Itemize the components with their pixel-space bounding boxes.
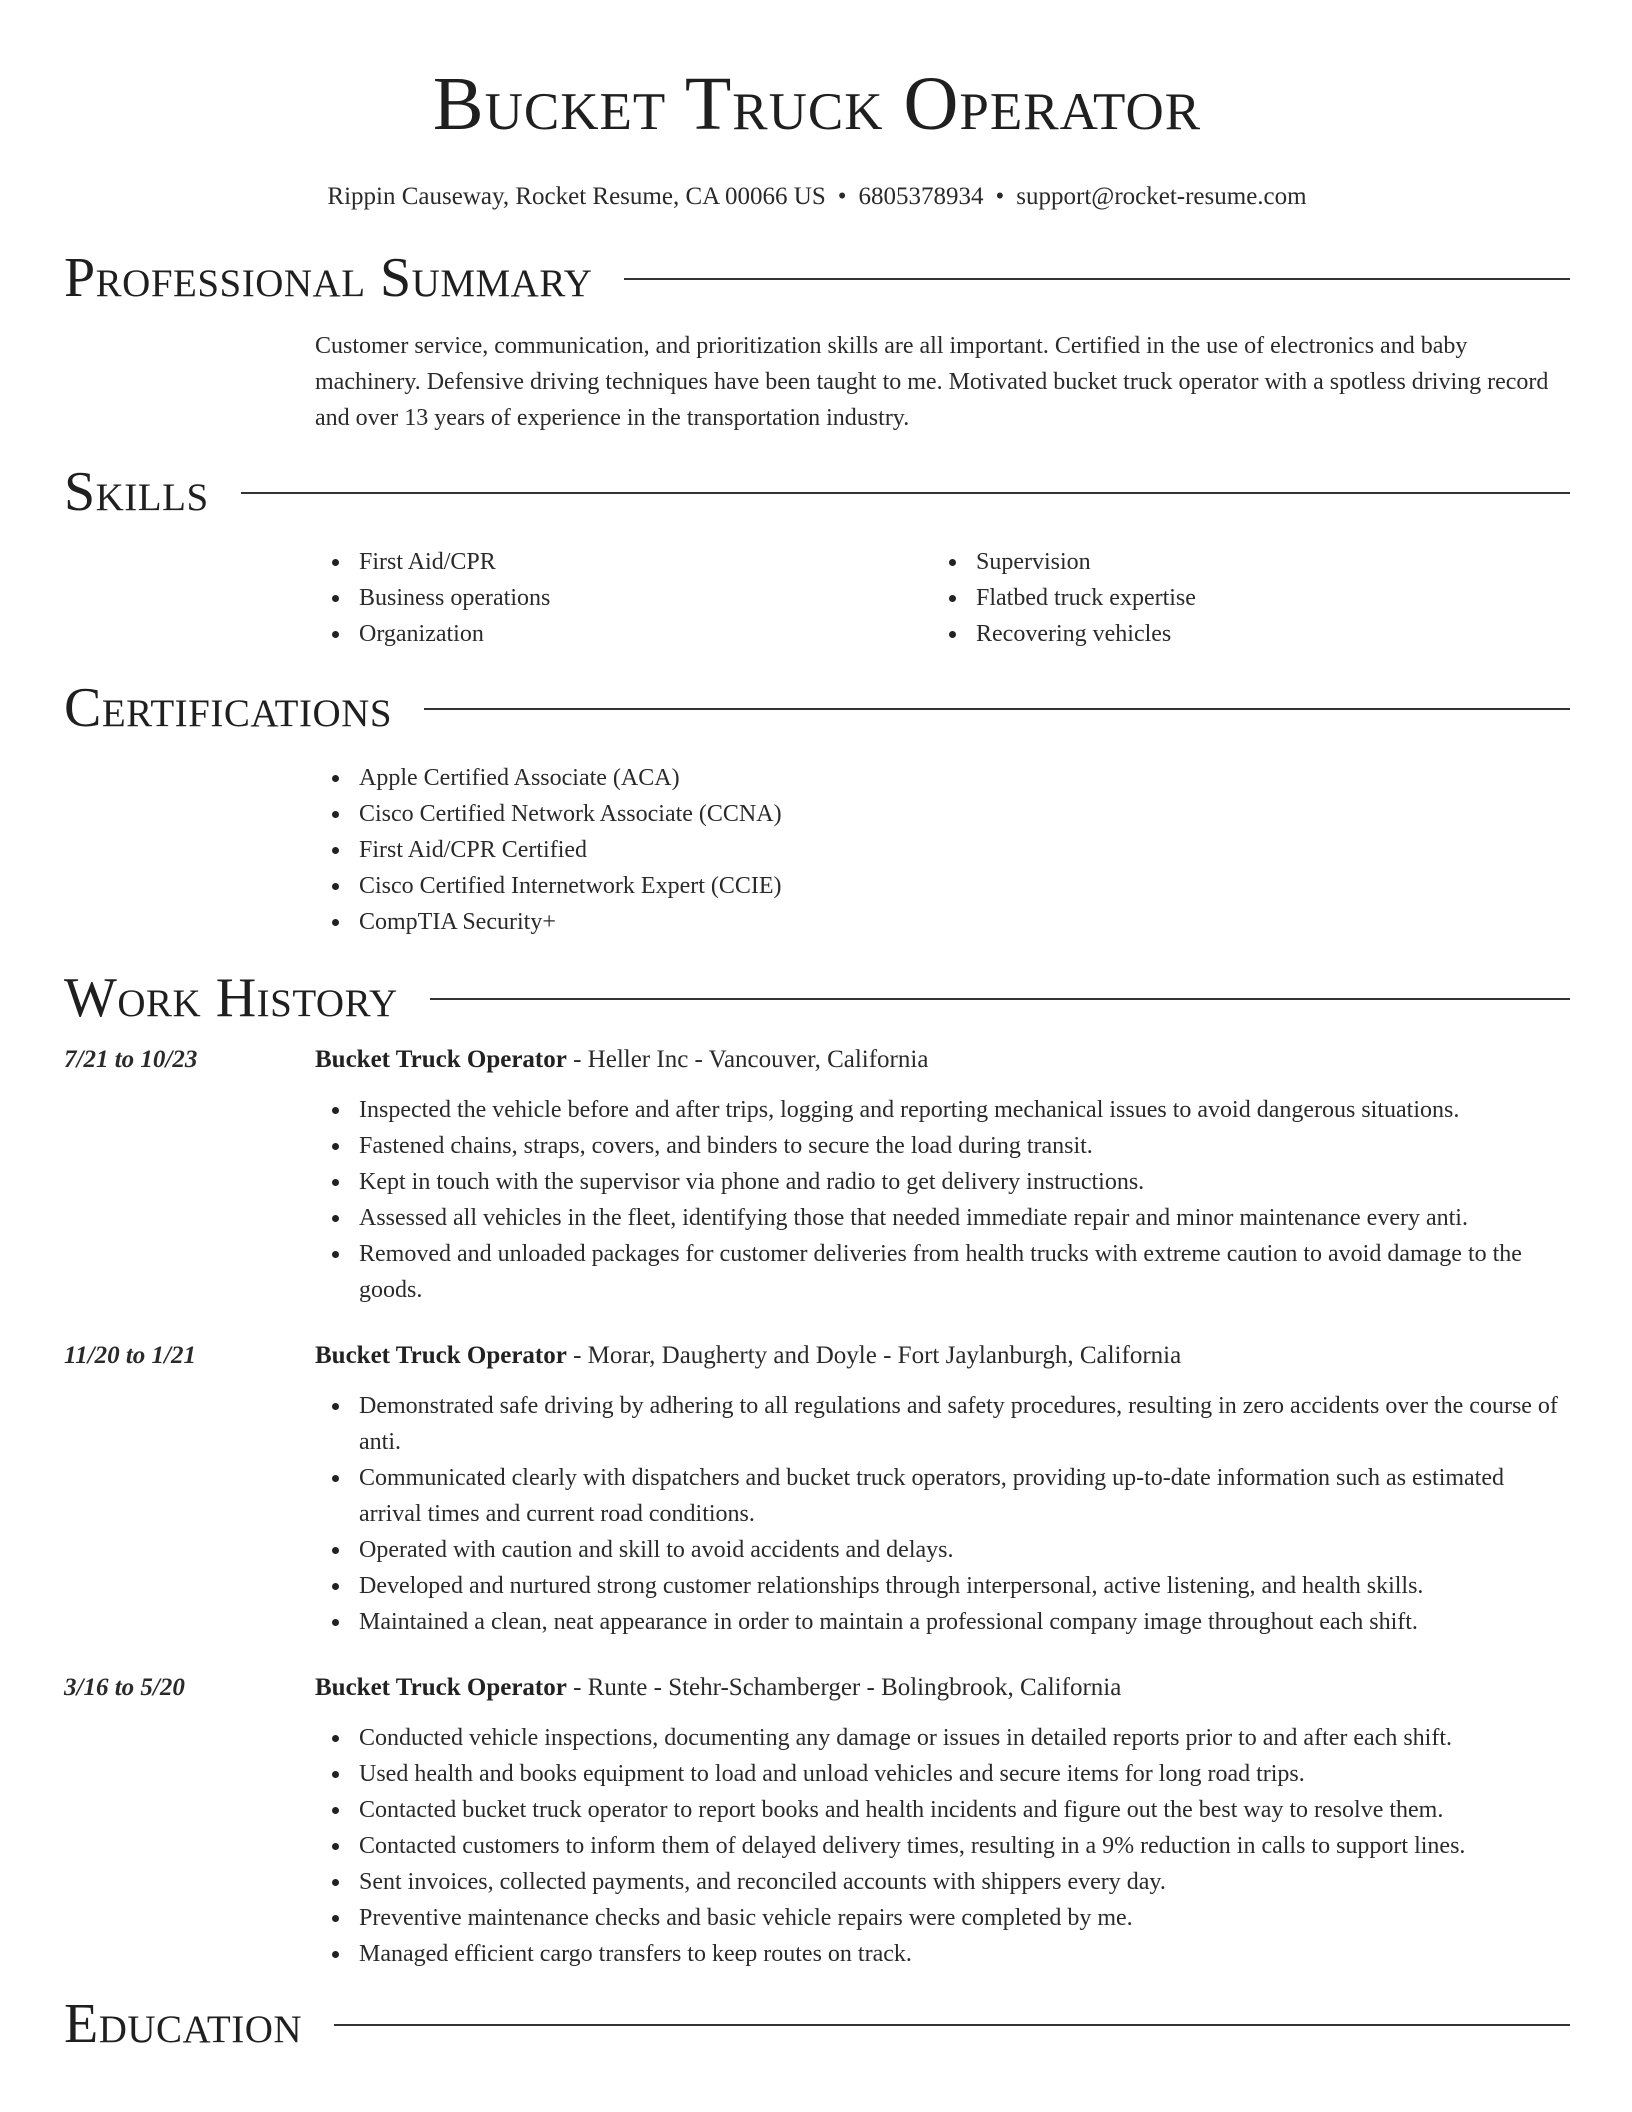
section-divider (624, 278, 1570, 280)
job-bullet: Developed and nurtured strong customer relationships through interpersonal, active listening, and health skills. (315, 1568, 1570, 1604)
job-bullet: Inspected the vehicle before and after trips, logging and reporting mechanical issues to avoid dangerous situations. (315, 1092, 1570, 1128)
job-bullet: Fastened chains, straps, covers, and binders to secure the load during transit. (315, 1128, 1570, 1164)
section-divider (334, 2024, 1570, 2026)
certification-item: CompTIA Security+ (315, 904, 1570, 940)
summary-heading: Professional Summary (64, 247, 593, 309)
education-section-header (64, 1994, 1570, 2054)
contact-line (64, 182, 1570, 212)
job-bullet: Conducted vehicle inspections, documenting any damage or issues in detailed reports prior to and after each shift. (315, 1720, 1570, 1756)
job-header (64, 1672, 1570, 1704)
certification-item: Cisco Certified Network Associate (CCNA) (315, 796, 1570, 832)
candidate-name: Bucket Truck Operator (432, 62, 1202, 146)
job-bullet: Operated with caution and skill to avoid accidents and delays. (315, 1532, 1570, 1568)
job-bullet: Contacted customers to inform them of delayed delivery times, resulting in a 9% reduction in calls to support lines. (315, 1828, 1570, 1864)
job-bullets (315, 1720, 1570, 1972)
job-bullet: Used health and books equipment to load and unload vehicles and secure items for long road trips. (315, 1756, 1570, 1792)
summary-section-header (64, 248, 1570, 308)
skills-column-left (315, 544, 932, 652)
section-divider (424, 708, 1570, 710)
skill-item: Recovering vehicles (932, 616, 1549, 652)
certification-item: Apple Certified Associate (ACA) (315, 760, 1570, 796)
job-bullets (315, 1388, 1570, 1640)
work-heading: Work History (64, 967, 398, 1029)
phone: 6805378934 (858, 183, 984, 210)
skills-section-header (64, 462, 1570, 522)
job-dates: 3/16 to 5/20 (64, 1674, 185, 1701)
job-bullet: Demonstrated safe driving by adhering to all regulations and safety procedures, resulting in zero accidents over the course of anti. (315, 1388, 1570, 1460)
job-bullet: Sent invoices, collected payments, and reconciled accounts with shippers every day. (315, 1864, 1570, 1900)
address: Rippin Causeway, Rocket Resume, CA 00066 US (327, 183, 826, 210)
skill-item: Flatbed truck expertise (932, 580, 1549, 616)
job-bullet: Communicated clearly with dispatchers and bucket truck operators, providing up-to-date information such as estimated arrival times and current road conditions. (315, 1460, 1570, 1532)
job-bullet: Kept in touch with the supervisor via phone and radio to get delivery instructions. (315, 1164, 1570, 1200)
education-heading: Education (64, 1993, 303, 2055)
skills-heading: Skills (64, 461, 209, 523)
job-title: Bucket Truck Operator (315, 1342, 567, 1369)
job-entry (64, 1340, 1570, 1640)
job-entry (64, 1044, 1570, 1308)
skill-item: Business operations (315, 580, 932, 616)
job-bullet: Contacted bucket truck operator to report books and health incidents and figure out the best way to resolve them. (315, 1792, 1570, 1828)
section-divider (241, 492, 1570, 494)
certification-item: Cisco Certified Internetwork Expert (CCIE) (315, 868, 1570, 904)
work-section-header (64, 968, 1570, 1028)
certifications-list (315, 760, 1570, 940)
certifications-section-header (64, 678, 1570, 738)
separator-dot: • (995, 183, 1005, 210)
job-bullet: Preventive maintenance checks and basic vehicle repairs were completed by me. (315, 1900, 1570, 1936)
job-dates: 7/21 to 10/23 (64, 1046, 198, 1073)
job-company: - Morar, Daugherty and Doyle - Fort Jaylanburgh, California (566, 1342, 1182, 1369)
job-bullets (315, 1092, 1570, 1308)
separator-dot: • (837, 183, 847, 210)
job-bullet: Assessed all vehicles in the fleet, identifying those that needed immediate repair and minor maintenance every anti. (315, 1200, 1570, 1236)
job-dates: 11/20 to 1/21 (64, 1342, 196, 1369)
job-header (64, 1044, 1570, 1076)
section-divider (430, 998, 1570, 1000)
job-bullet: Removed and unloaded packages for customer deliveries from health trucks with extreme caution to avoid damage to the goods. (315, 1236, 1570, 1308)
certifications-heading: Certifications (64, 677, 393, 739)
job-company: - Runte - Stehr-Schamberger - Bolingbrook, California (566, 1674, 1122, 1701)
email[interactable]: support@rocket-resume.com (1016, 183, 1307, 210)
skill-item: Supervision (932, 544, 1549, 580)
job-title: Bucket Truck Operator (315, 1046, 567, 1073)
skills-list (315, 544, 1570, 652)
certification-item: First Aid/CPR Certified (315, 832, 1570, 868)
job-bullet: Managed efficient cargo transfers to keep routes on track. (315, 1936, 1570, 1972)
summary-body (315, 328, 1570, 436)
job-entry (64, 1672, 1570, 1972)
summary-text: Customer service, communication, and prioritization skills are all important. Certified in the use of electronics and baby machinery. Defensive driving techniques have been taught to me. Motivated bucket truck operator with a spotless driving record and over 13 years of experience in the transportation industry. (315, 333, 1549, 431)
job-title: Bucket Truck Operator (315, 1674, 567, 1701)
skill-item: Organization (315, 616, 932, 652)
job-bullet: Maintained a clean, neat appearance in order to maintain a professional company image throughout each shift. (315, 1604, 1570, 1640)
job-company: - Heller Inc - Vancouver, California (566, 1046, 929, 1073)
resume-page (64, 0, 1570, 2054)
skill-item: First Aid/CPR (315, 544, 932, 580)
skills-column-right (932, 544, 1549, 652)
job-header (64, 1340, 1570, 1372)
